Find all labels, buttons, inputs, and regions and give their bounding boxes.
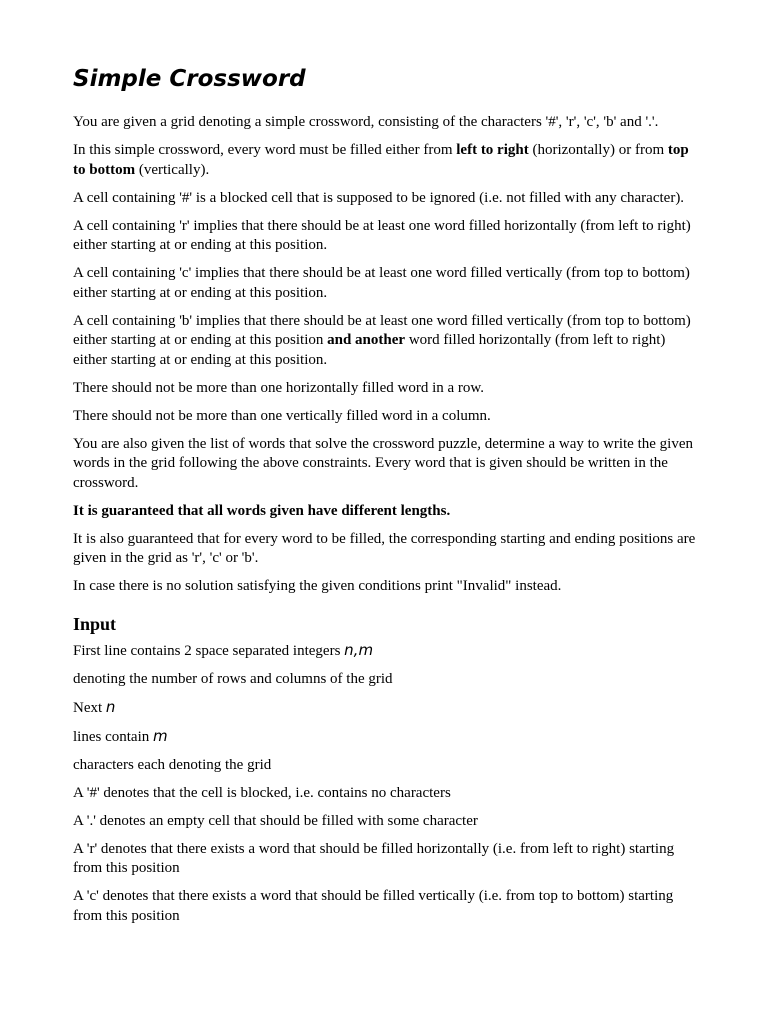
input-line: characters each denoting the grid xyxy=(73,756,272,773)
problem-statement xyxy=(73,62,703,935)
text-span: (horizontally) or from xyxy=(528,142,668,158)
positions-paragraph: It is also guaranteed that for every word to be filled, the corresponding starting and ending positions are given in the grid as 'r', 'c' or 'b'. xyxy=(73,530,696,566)
text-span: First line contains 2 space separated integers xyxy=(73,642,345,659)
bold-text: and another xyxy=(327,332,406,348)
bold-text: It is guaranteed that all words given have different lengths. xyxy=(73,502,451,519)
math-expression: n xyxy=(105,697,116,716)
text-span: word filled horizontally (from left to right) either starting at or ending at this position. xyxy=(73,332,666,368)
input-line: A 'c' denotes that there exists a word that should be filled vertically (i.e. from top to bottom) starting from this position xyxy=(73,888,674,924)
input-line: denoting the number of rows and columns of the grid xyxy=(73,670,393,687)
text-span: Next xyxy=(73,699,106,716)
input-heading: Input xyxy=(73,613,117,634)
guarantee-paragraph xyxy=(73,502,703,522)
c-cell-paragraph: A cell containing 'c' implies that there should be at least one word filled vertically (from top to bottom) either starting at or ending at this position. xyxy=(73,265,690,301)
words-paragraph: You are also given the list of words that solve the crossword puzzle, determine a way to write the given words in the grid following the above constraints. Every word that is given should be written in the crossword. xyxy=(73,435,693,491)
bold-text: top to bottom xyxy=(73,142,689,178)
math-expression: n,m xyxy=(344,640,374,659)
r-cell-paragraph: A cell containing 'r' implies that there should be at least one word filled horizontally (from left to right) either starting at or ending at this position. xyxy=(73,217,691,253)
text-span: (vertically). xyxy=(135,161,210,178)
input-line: A 'r' denotes that there exists a word that should be filled horizontally (i.e. from left to right) starting from this position xyxy=(73,840,675,876)
blocked-cell-paragraph: A cell containing '#' is a blocked cell that is supposed to be ignored (i.e. not filled with any character). xyxy=(73,189,685,206)
math-expression: m xyxy=(152,726,168,745)
input-line: A '.' denotes an empty cell that should be filled with some character xyxy=(73,812,478,829)
text-span: In this simple crossword, every word must be filled either from xyxy=(73,142,457,158)
text-span: A cell containing 'b' implies that there should be at least one word filled vertically (from top to bottom) either starting at or ending at this position xyxy=(73,312,691,348)
input-line: A '#' denotes that the cell is blocked, i.e. contains no characters xyxy=(73,784,451,801)
row-rule-paragraph: There should not be more than one horizontally filled word in a row. xyxy=(73,379,484,396)
bold-text: left to right xyxy=(456,142,529,158)
column-rule-paragraph: There should not be more than one vertically filled word in a column. xyxy=(73,407,491,424)
direction-paragraph xyxy=(73,141,703,180)
input-line xyxy=(73,698,703,719)
invalid-paragraph: In case there is no solution satisfying the given conditions print "Invalid" instead. xyxy=(73,578,562,594)
b-cell-paragraph xyxy=(73,312,703,371)
input-line xyxy=(73,641,703,662)
intro-paragraph: You are given a grid denoting a simple crossword, consisting of the characters '#', 'r', 'c', 'b' and '.'. xyxy=(73,114,659,130)
input-line xyxy=(73,727,703,748)
text-span: lines contain xyxy=(73,728,153,745)
page-title: Simple Crossword xyxy=(73,66,306,92)
